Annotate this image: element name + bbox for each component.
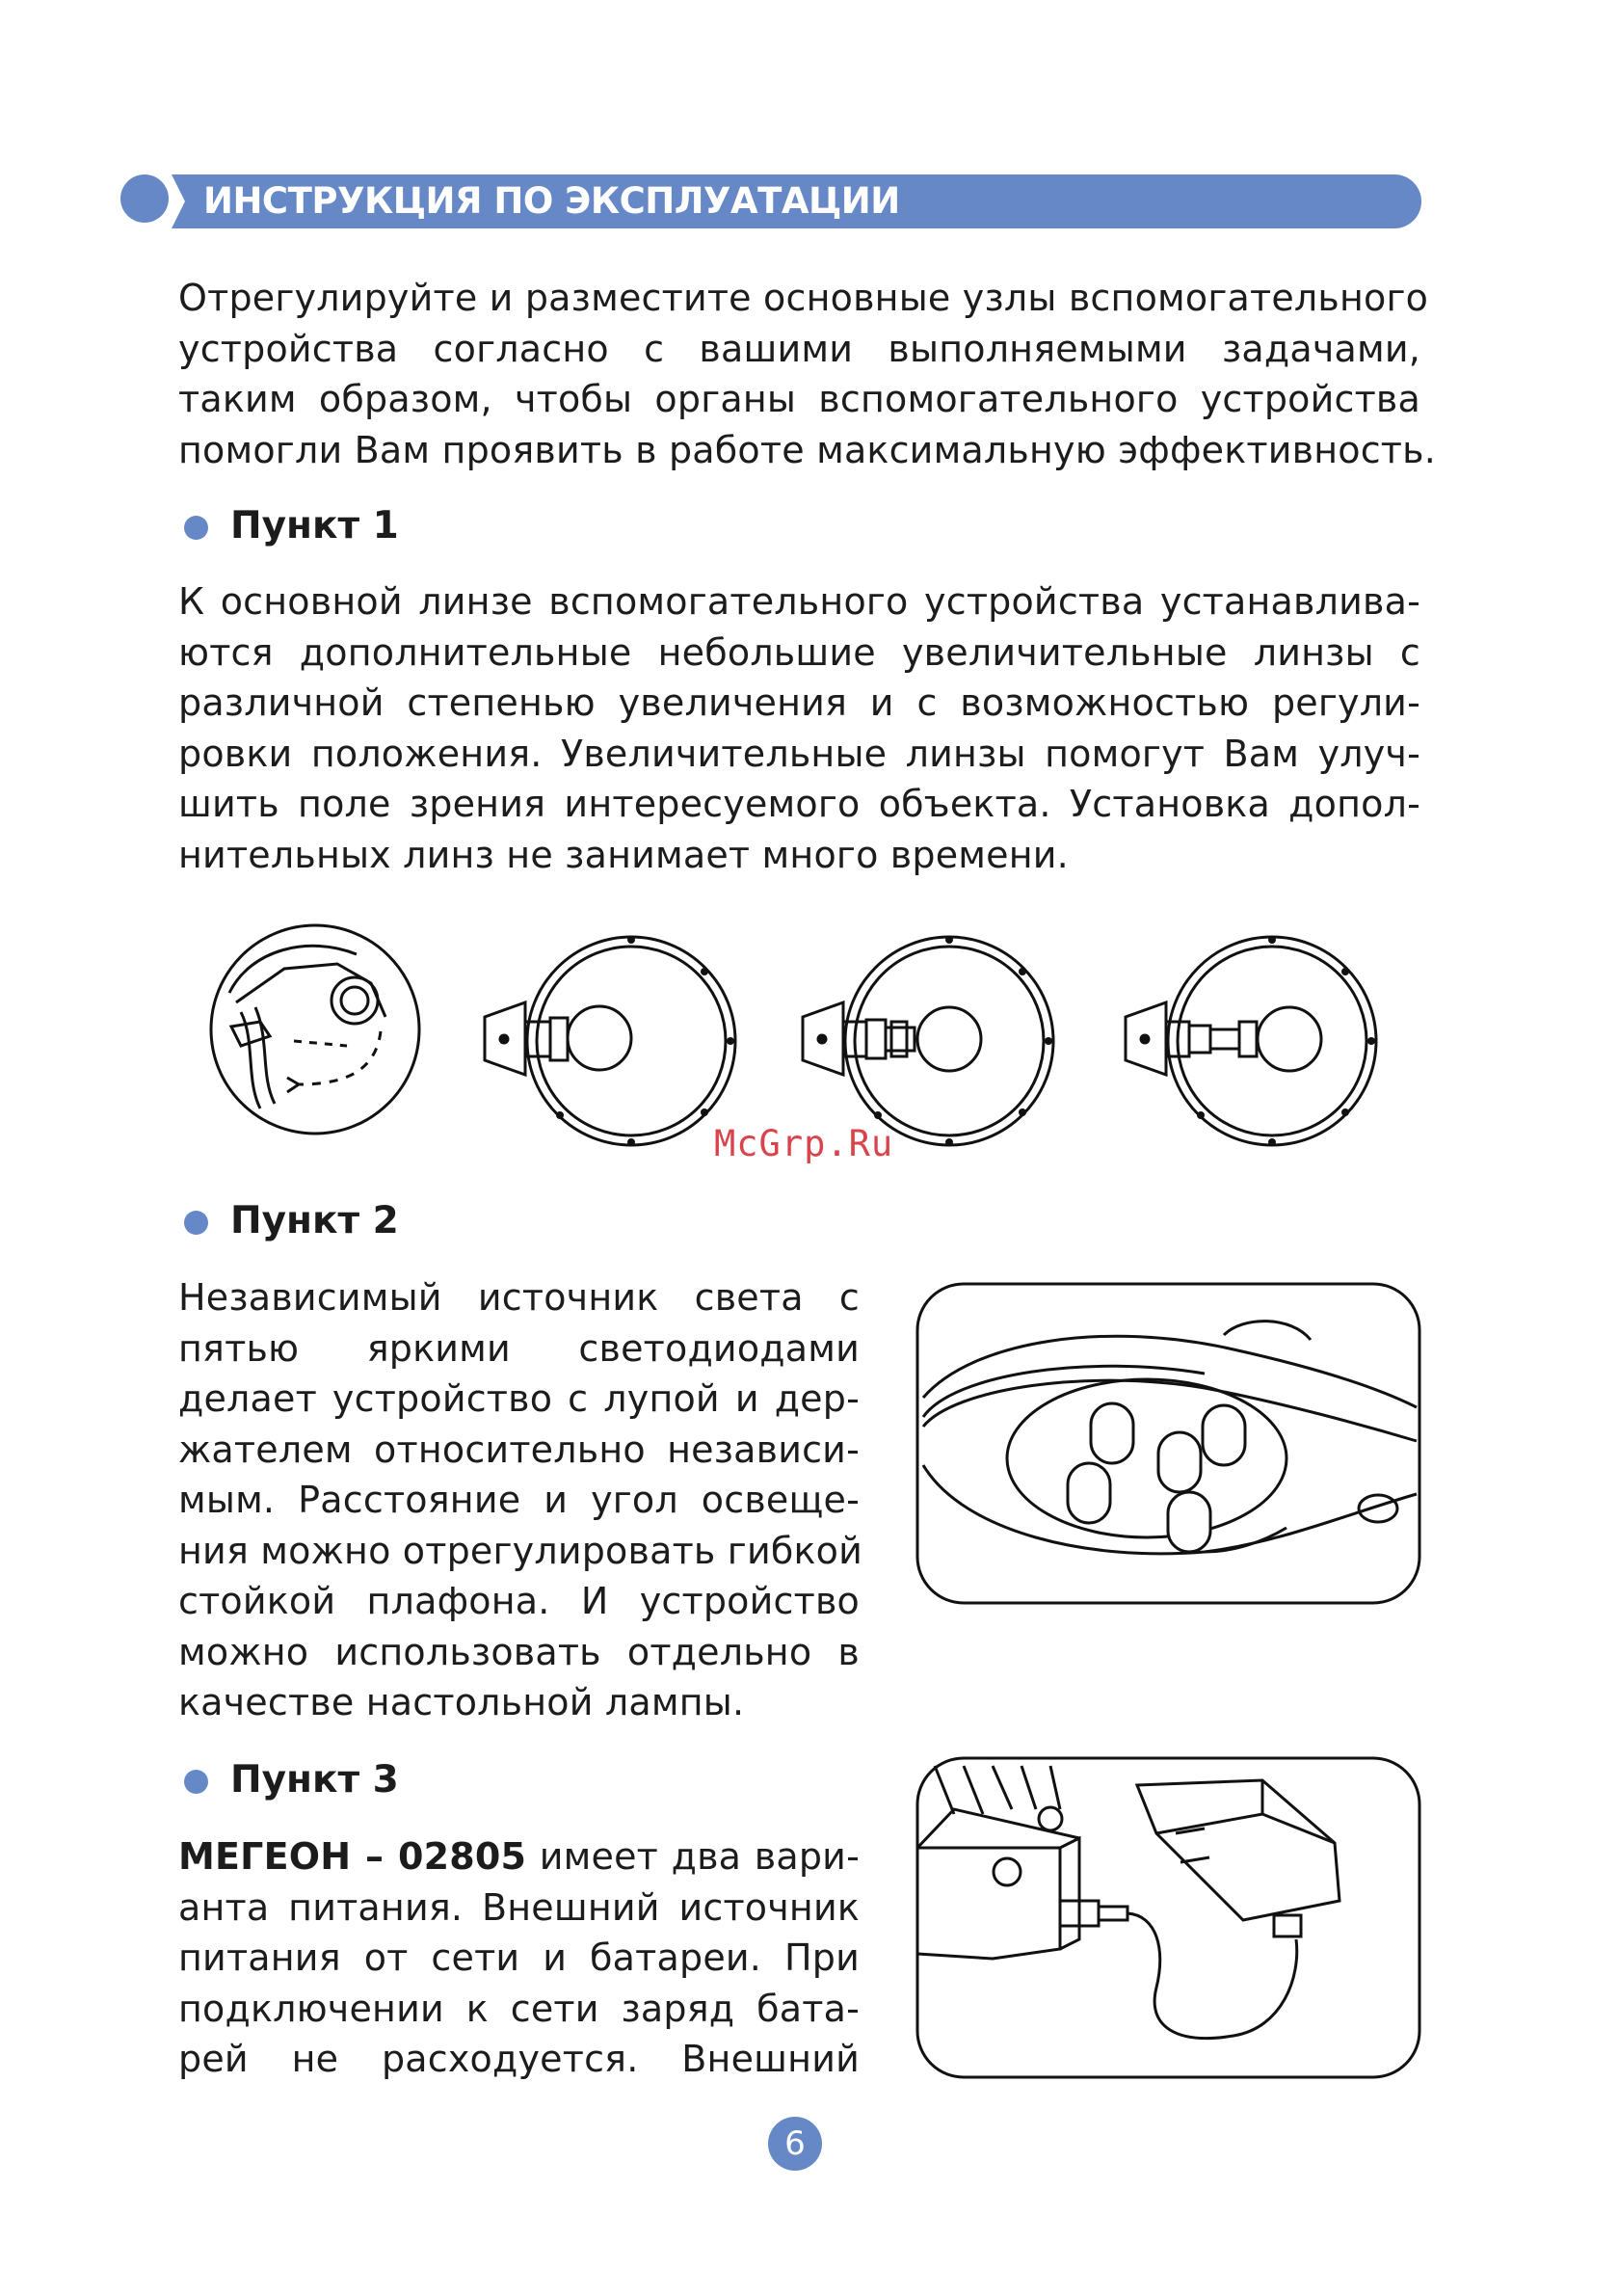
power-adapter-illustration [915, 1756, 1421, 2079]
section1-line: нительных линз не занимает много времени. [178, 833, 1069, 876]
section3-paragraph [178, 1831, 860, 2085]
section3-line: подключении к сети заряд бата- [178, 1987, 860, 2030]
section3-line: питания от сети и батареи. При [178, 1936, 860, 1979]
section2-line: пятью яркими светодиодами [178, 1326, 860, 1370]
intro-line: таким образом, чтобы органы вспомогательного устройства [178, 378, 1420, 420]
section3-heading: Пункт 3 [230, 1758, 399, 1802]
section3-bullet-icon [184, 1770, 208, 1794]
section3-line: рей не расходуется. Внешний [178, 2038, 860, 2080]
intro-paragraph [178, 273, 1436, 475]
section2-line: жателем относительно независи- [178, 1428, 860, 1471]
lens-step-1-illustration [477, 925, 737, 1157]
section2-bullet-icon [184, 1211, 208, 1235]
section1-heading: Пункт 1 [230, 504, 399, 547]
model-name: МЕГЕОН – 02805 [178, 1835, 527, 1878]
section2-line: ния можно отрегулировать гибкой [178, 1529, 862, 1572]
section3-first-line [178, 1831, 860, 1882]
section1-line: ровки положения. Увеличительные линзы помогут Вам улуч- [178, 732, 1420, 775]
section2-line: мым. Расстояние и угол освеще- [178, 1479, 860, 1521]
section1-line: шить поле зрения интересуемого объекта. Установка допол- [178, 783, 1420, 825]
section2-line: Независимый источник света с [178, 1276, 860, 1319]
section2-line: делает устройство с лупой и дер- [178, 1377, 860, 1420]
section2-paragraph [178, 1272, 860, 1728]
lens-step-2-illustration [795, 925, 1055, 1157]
section1-line: ются дополнительные небольшие увеличительные линзы с [178, 630, 1420, 674]
intro-line: Отрегулируйте и разместите основные узлы вспомогательного [178, 277, 1429, 319]
page-number: 6 [768, 2117, 822, 2171]
section2-line: качестве настольной лампы. [178, 1681, 745, 1723]
header-bullet-icon [120, 174, 169, 223]
lens-step-3-illustration [1118, 925, 1378, 1157]
section1-line: различной степенью увеличения и с возможностью регули- [178, 681, 1420, 724]
section2-line: можно использовать отдельно в [178, 1630, 860, 1673]
page-title: ИНСТРУКЦИЯ ПО ЭКСПЛУАТАЦИИ [203, 180, 900, 222]
intro-line: помогли Вам проявить в работе максимальную эффективность. [178, 428, 1436, 471]
intro-line: устройства согласно с вашими выполняемыми задачами, [178, 327, 1420, 370]
section1-line: К основной линзе вспомогательного устройства устанавлива- [178, 580, 1420, 623]
lens-install-illustration [202, 916, 424, 1142]
watermark: McGrp.Ru [714, 1123, 894, 1164]
section2-line: стойкой плафона. И устройство [178, 1580, 860, 1622]
led-lamp-illustration [915, 1282, 1421, 1605]
section3-first-line-text: имеет два вари- [526, 1835, 860, 1878]
section1-bullet-icon [184, 516, 208, 540]
section2-heading: Пункт 2 [230, 1199, 399, 1242]
section1-paragraph [178, 576, 1420, 880]
section3-line: анта питания. Внешний источник [178, 1885, 860, 1929]
